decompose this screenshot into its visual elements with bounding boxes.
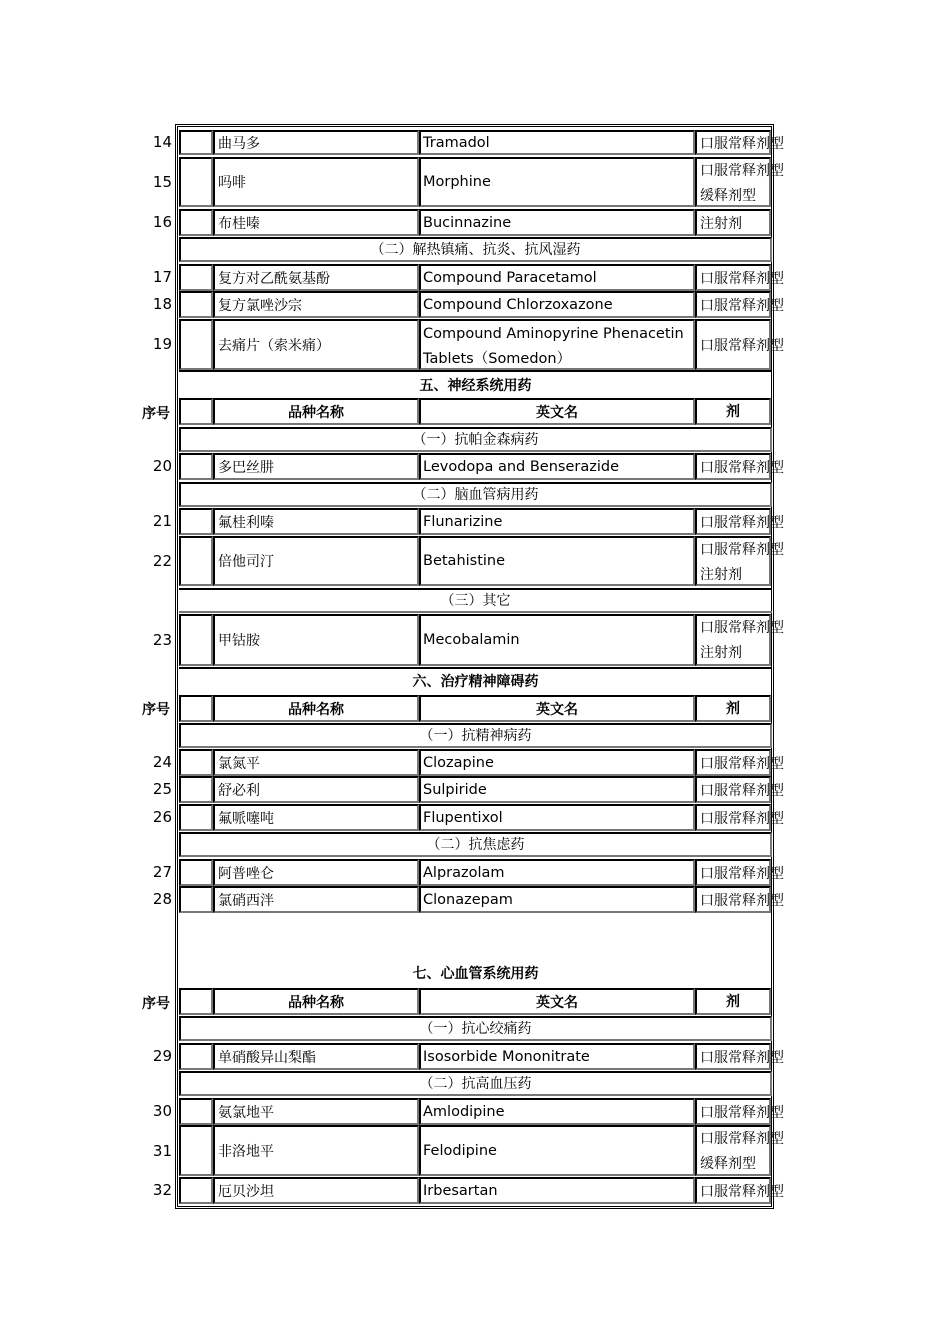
row-number: 25 [152, 780, 172, 798]
drug-name-cn: 吗啡 [213, 157, 419, 207]
row-number: 26 [152, 808, 172, 826]
dosage-form: 注射剂 [700, 567, 742, 583]
drug-name-cn: 舒必利 [213, 776, 419, 803]
dosage-form: 口服常释剂型 [695, 130, 771, 155]
dosage-form: 口服常释剂型 [695, 319, 771, 370]
drug-name-cn: 非洛地平 [213, 1125, 419, 1176]
drug-name-cn: 氨氯地平 [213, 1098, 419, 1125]
drug-name-cn: 倍他司汀 [213, 536, 419, 586]
dosage-form-cell [695, 536, 784, 586]
drug-name-cn: 厄贝沙坦 [213, 1177, 419, 1204]
header-form: 剂 [695, 695, 771, 722]
empty-cell [179, 508, 213, 535]
empty-cell [179, 1043, 213, 1070]
row-number: 27 [152, 863, 172, 881]
subcategory-heading: （一）抗心绞痛药 [179, 1016, 772, 1041]
row-number: 18 [152, 295, 172, 313]
drug-name-en: Levodopa and Benserazide [419, 453, 695, 480]
header-cn-name: 品种名称 [213, 695, 419, 722]
header-cn-name: 品种名称 [213, 398, 419, 425]
dosage-form-cell [695, 614, 784, 666]
drug-name-cn: 布桂嗪 [213, 209, 419, 236]
empty-cell [179, 988, 213, 1015]
empty-cell [179, 749, 213, 776]
row-number: 14 [152, 133, 172, 151]
empty-cell [179, 1125, 213, 1176]
row-number: 28 [152, 890, 172, 908]
drug-name-cn: 单硝酸异山梨酯 [213, 1043, 419, 1070]
drug-name-en: Morphine [419, 157, 695, 207]
header-en-name: 英文名 [419, 398, 695, 425]
empty-cell [179, 614, 213, 666]
row-number: 22 [152, 552, 172, 570]
drug-name-en: Irbesartan [419, 1177, 695, 1204]
empty-cell [179, 536, 213, 586]
dosage-form: 口服常释剂型 [695, 1177, 771, 1204]
drug-name-cn: 复方对乙酰氨基酚 [213, 264, 419, 291]
row-number: 31 [152, 1142, 172, 1160]
drug-name-cn: 甲钴胺 [213, 614, 419, 666]
drug-name-en: Clozapine [419, 749, 695, 776]
row-number: 17 [152, 268, 172, 286]
subcategory-heading: （二）抗焦虑药 [179, 832, 772, 857]
dosage-form: 口服常释剂型 [700, 542, 784, 558]
drug-name-cn: 氟桂利嗪 [213, 508, 419, 535]
empty-cell [179, 804, 213, 831]
dosage-form: 口服常释剂型 [695, 859, 771, 886]
dosage-form: 口服常释剂型 [695, 453, 771, 480]
empty-cell [179, 264, 213, 291]
drug-name-en: Clonazepam [419, 886, 695, 913]
empty-cell [179, 291, 213, 318]
header-en-name: 英文名 [419, 988, 695, 1015]
drug-name-en: Flupentixol [419, 804, 695, 831]
empty-cell [179, 319, 213, 370]
dosage-form: 口服常释剂型 [700, 620, 784, 636]
drug-name-en: Compound Paracetamol [419, 264, 695, 291]
drug-name-en: Alprazolam [419, 859, 695, 886]
drug-name-cn: 氯氮平 [213, 749, 419, 776]
dosage-form: 注射剂 [695, 209, 771, 236]
section-title: 五、神经系统用药 [179, 370, 772, 398]
dosage-form: 缓释剂型 [700, 188, 756, 204]
subcategory-heading: （二）解热镇痛、抗炎、抗风湿药 [179, 237, 772, 262]
empty-cell [179, 157, 213, 207]
dosage-form: 口服常释剂型 [695, 804, 771, 831]
dosage-form: 口服常释剂型 [700, 163, 784, 179]
drug-name-en: Betahistine [419, 536, 695, 586]
drug-name-en: Compound Chlorzoxazone [419, 291, 695, 318]
row-number: 15 [152, 173, 172, 191]
header-cn-name: 品种名称 [213, 988, 419, 1015]
drug-name-en: Tablets（Somedon） [423, 351, 572, 367]
row-number: 23 [152, 631, 172, 649]
drug-name-cn: 阿普唑仑 [213, 859, 419, 886]
empty-cell [179, 859, 213, 886]
dosage-form: 注射剂 [700, 645, 742, 661]
drug-name-en: Compound Aminopyrine Phenacetin [423, 326, 684, 342]
drug-name-en: Tramadol [419, 130, 695, 155]
row-number: 30 [152, 1102, 172, 1120]
subcategory-heading: （一）抗精神病药 [179, 723, 772, 748]
row-number: 32 [152, 1181, 172, 1199]
subcategory-heading: （二）脑血管病用药 [179, 482, 772, 507]
drug-name-cn: 多巴丝肼 [213, 453, 419, 480]
subcategory-heading: （三）其它 [179, 588, 772, 613]
dosage-form-cell [695, 1125, 784, 1176]
header-form: 剂 [695, 988, 771, 1015]
dosage-form: 缓释剂型 [700, 1156, 756, 1172]
row-number: 21 [152, 512, 172, 530]
dosage-form: 口服常释剂型 [695, 1043, 771, 1070]
drug-name-en: Isosorbide Mononitrate [419, 1043, 695, 1070]
empty-cell [179, 209, 213, 236]
empty-cell [179, 695, 213, 722]
empty-cell [179, 398, 213, 425]
empty-cell [179, 1098, 213, 1125]
empty-cell [179, 776, 213, 803]
drug-name-en: Mecobalamin [419, 614, 695, 666]
drug-name-cn: 氟哌噻吨 [213, 804, 419, 831]
subcategory-heading: （二）抗高血压药 [179, 1071, 772, 1096]
row-number: 16 [152, 213, 172, 231]
dosage-form: 口服常释剂型 [695, 1098, 771, 1125]
drug-name-cn: 氯硝西泮 [213, 886, 419, 913]
dosage-form: 口服常释剂型 [695, 264, 771, 291]
row-number: 24 [152, 753, 172, 771]
empty-cell [179, 130, 213, 155]
header-number: 序号 [142, 996, 170, 1012]
dosage-form: 口服常释剂型 [695, 508, 771, 535]
header-number: 序号 [142, 702, 170, 718]
subcategory-heading: （一）抗帕金森病药 [179, 427, 772, 452]
drug-name-en-cell [419, 319, 695, 370]
drug-name-en: Bucinnazine [419, 209, 695, 236]
header-en-name: 英文名 [419, 695, 695, 722]
section-title: 七、心血管系统用药 [412, 966, 539, 982]
dosage-form: 口服常释剂型 [695, 886, 771, 913]
header-form: 剂 [695, 398, 771, 425]
empty-cell [179, 1177, 213, 1204]
empty-cell [179, 886, 213, 913]
drug-name-cn: 曲马多 [213, 130, 419, 155]
drug-name-cn: 去痛片（索米痛） [213, 319, 419, 370]
dosage-form: 口服常释剂型 [695, 749, 771, 776]
section-title: 六、治疗精神障碍药 [179, 667, 772, 694]
dosage-form: 口服常释剂型 [695, 291, 771, 318]
dosage-form-cell [695, 157, 784, 207]
empty-cell [179, 453, 213, 480]
drug-name-en: Felodipine [419, 1125, 695, 1176]
dosage-form: 口服常释剂型 [695, 776, 771, 803]
dosage-form: 口服常释剂型 [700, 1131, 784, 1147]
drug-name-en: Flunarizine [419, 508, 695, 535]
drug-name-cn: 复方氯唑沙宗 [213, 291, 419, 318]
row-number: 20 [152, 457, 172, 475]
drug-name-en: Amlodipine [419, 1098, 695, 1125]
drug-name-en: Sulpiride [419, 776, 695, 803]
row-number: 19 [152, 335, 172, 353]
row-number: 29 [152, 1047, 172, 1065]
header-number: 序号 [142, 406, 170, 422]
